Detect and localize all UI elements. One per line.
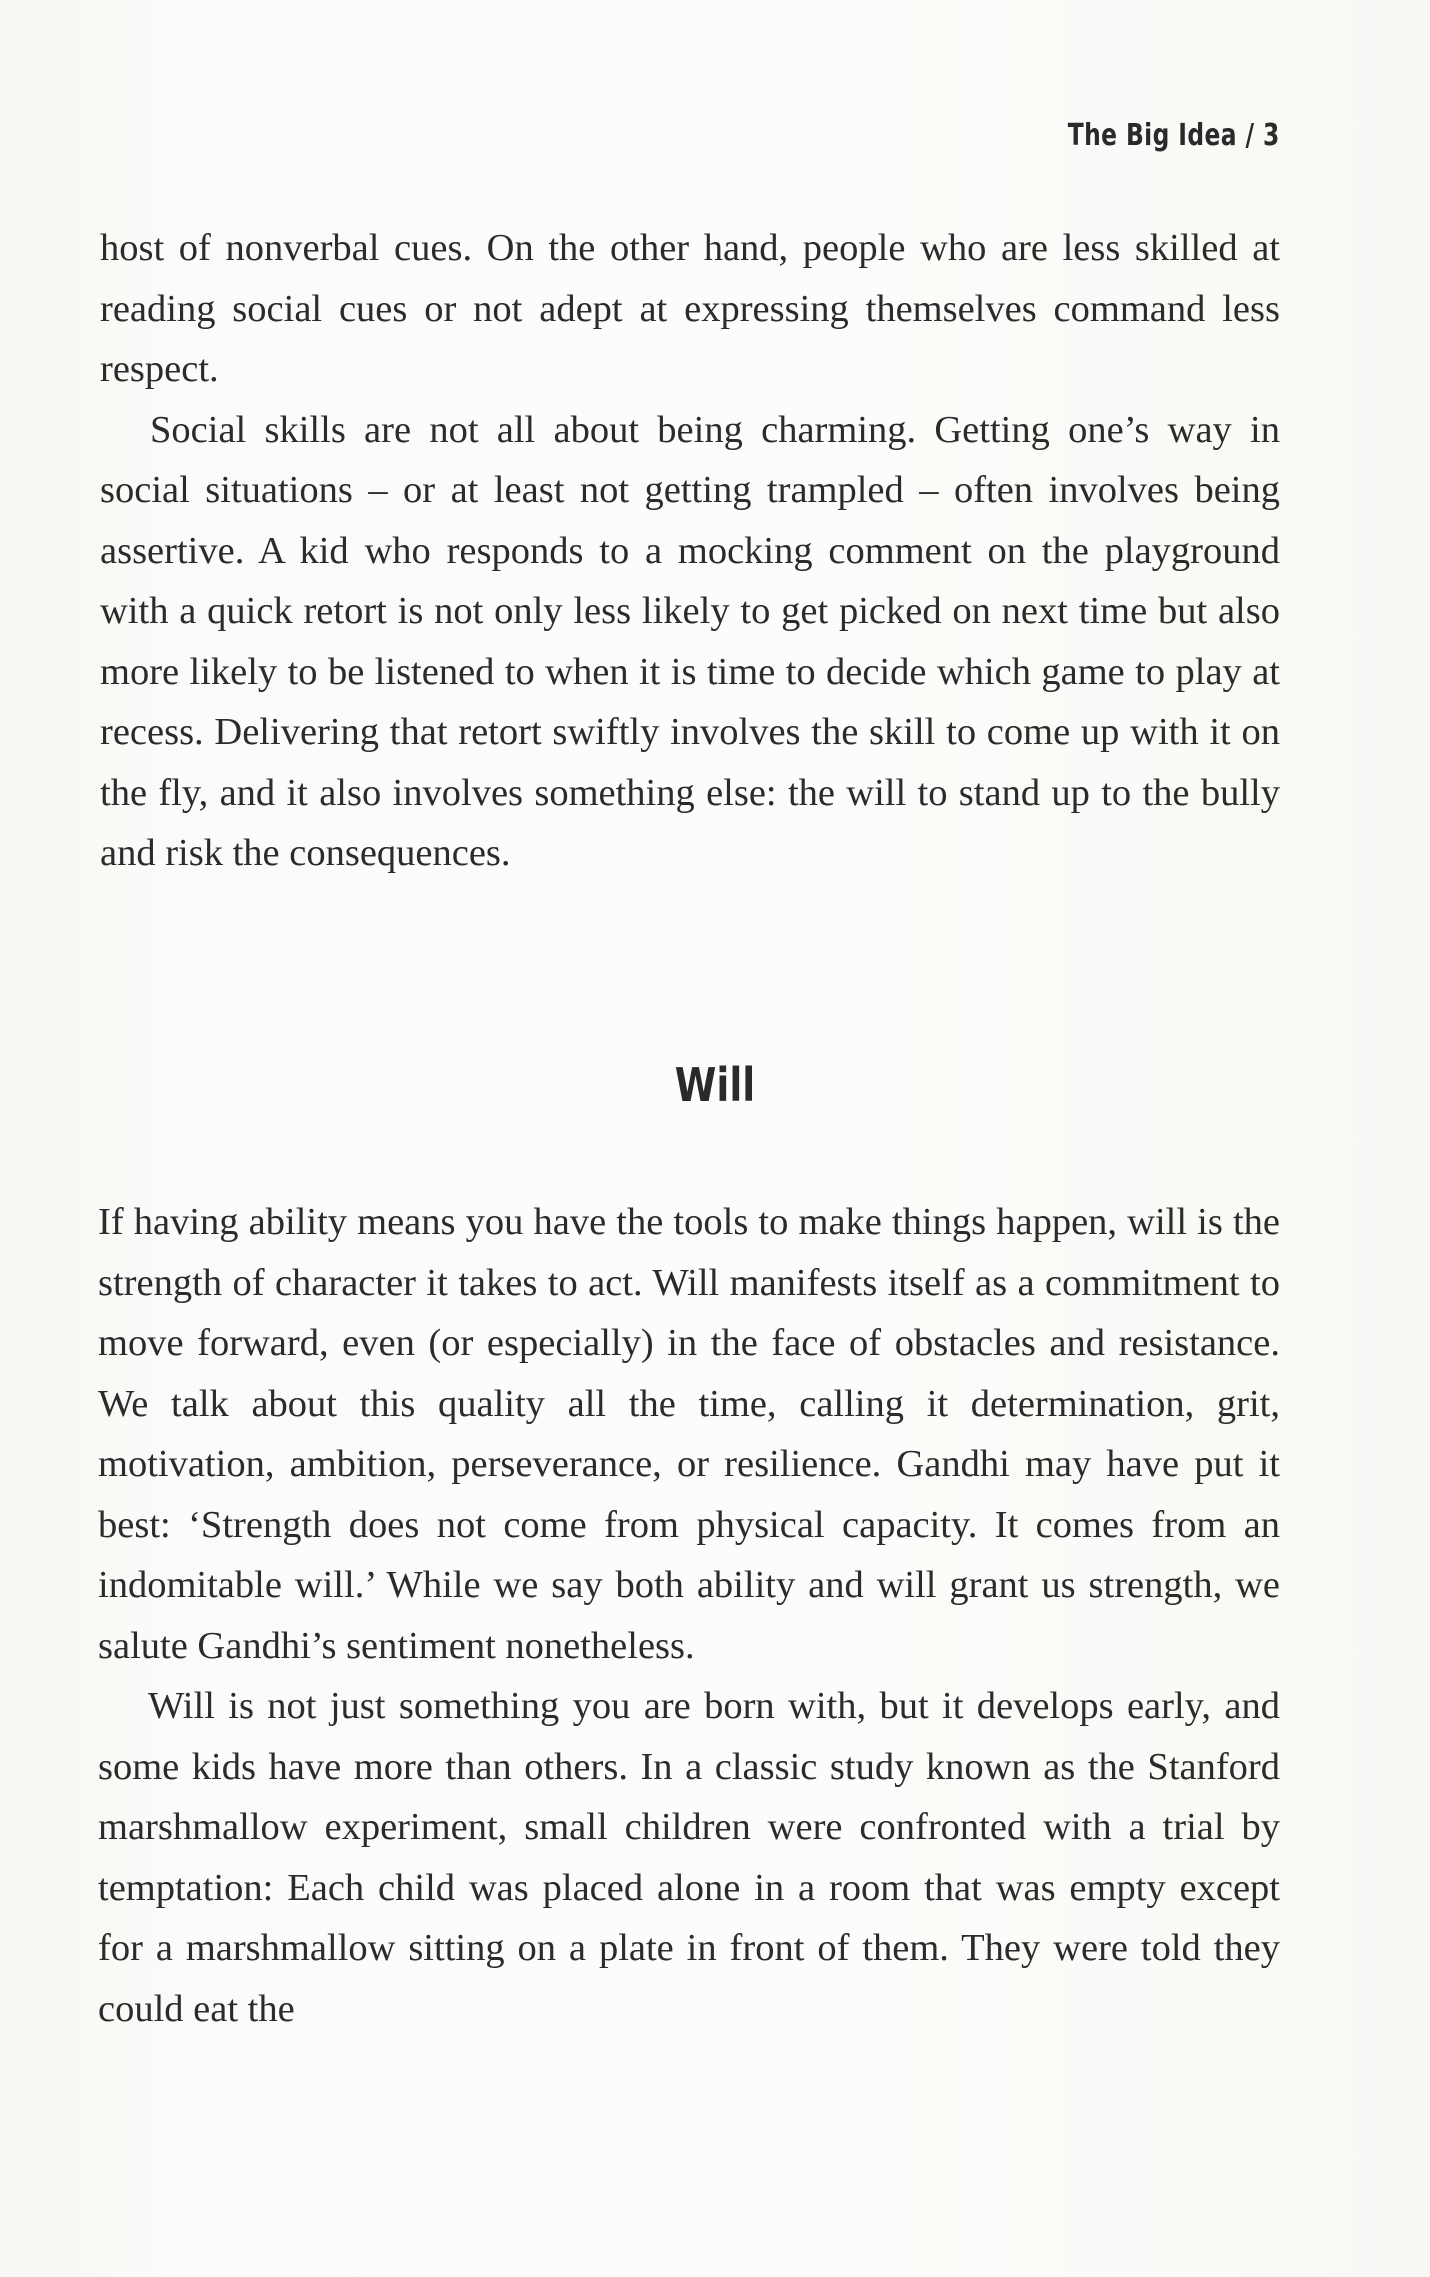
text-block-top <box>100 218 1280 884</box>
paragraph-continued: host of nonverbal cues. On the other hand, people who are less skilled at reading social cues or not adept at expressing themselves command less respect. <box>100 227 1280 390</box>
running-head: The Big Idea / 3 <box>1068 118 1280 153</box>
text-block-bottom <box>98 1192 1280 2039</box>
paragraph-will-definition: If having ability means you have the tools to make things happen, will is the strength of character it takes to act. Will manifests itself as a commitment to move forward, even (or especially) in the face of obstacles and resistance. We talk about this quality all the time, calling it determination, grit, motivation, ambition, perseverance, or resilience. Gandhi may have put it best: ‘Strength does not come from physical capacity. It comes from an indomitable will.’ While we say both ability and will grant us strength, we salute Gandhi’s sentiment nonetheless. <box>98 1201 1280 1667</box>
section-heading-will: Will <box>674 1058 756 1112</box>
paragraph-marshmallow: Will is not just something you are born with, but it develops early, and some kids have more than others. In a classic study known as the Stanford marshmallow experiment, small children were confronted with a trial by temptation: Each child was placed alone in a room that was empty except for a marshmallow sitting on a plate in front of them. They were told they could eat the <box>98 1685 1280 2030</box>
paragraph-social-skills: Social skills are not all about being charming. Getting one’s way in social situations – or at least not getting trampled – often involves being assertive. A kid who responds to a mocking comment on the playground with a quick retort is not only less likely to get picked on next time but also more likely to be listened to when it is time to decide which game to play at recess. Delivering that retort swiftly involves the skill to come up with it on the fly, and it also involves something else: the will to stand up to the bully and risk the consequences. <box>100 408 1280 874</box>
